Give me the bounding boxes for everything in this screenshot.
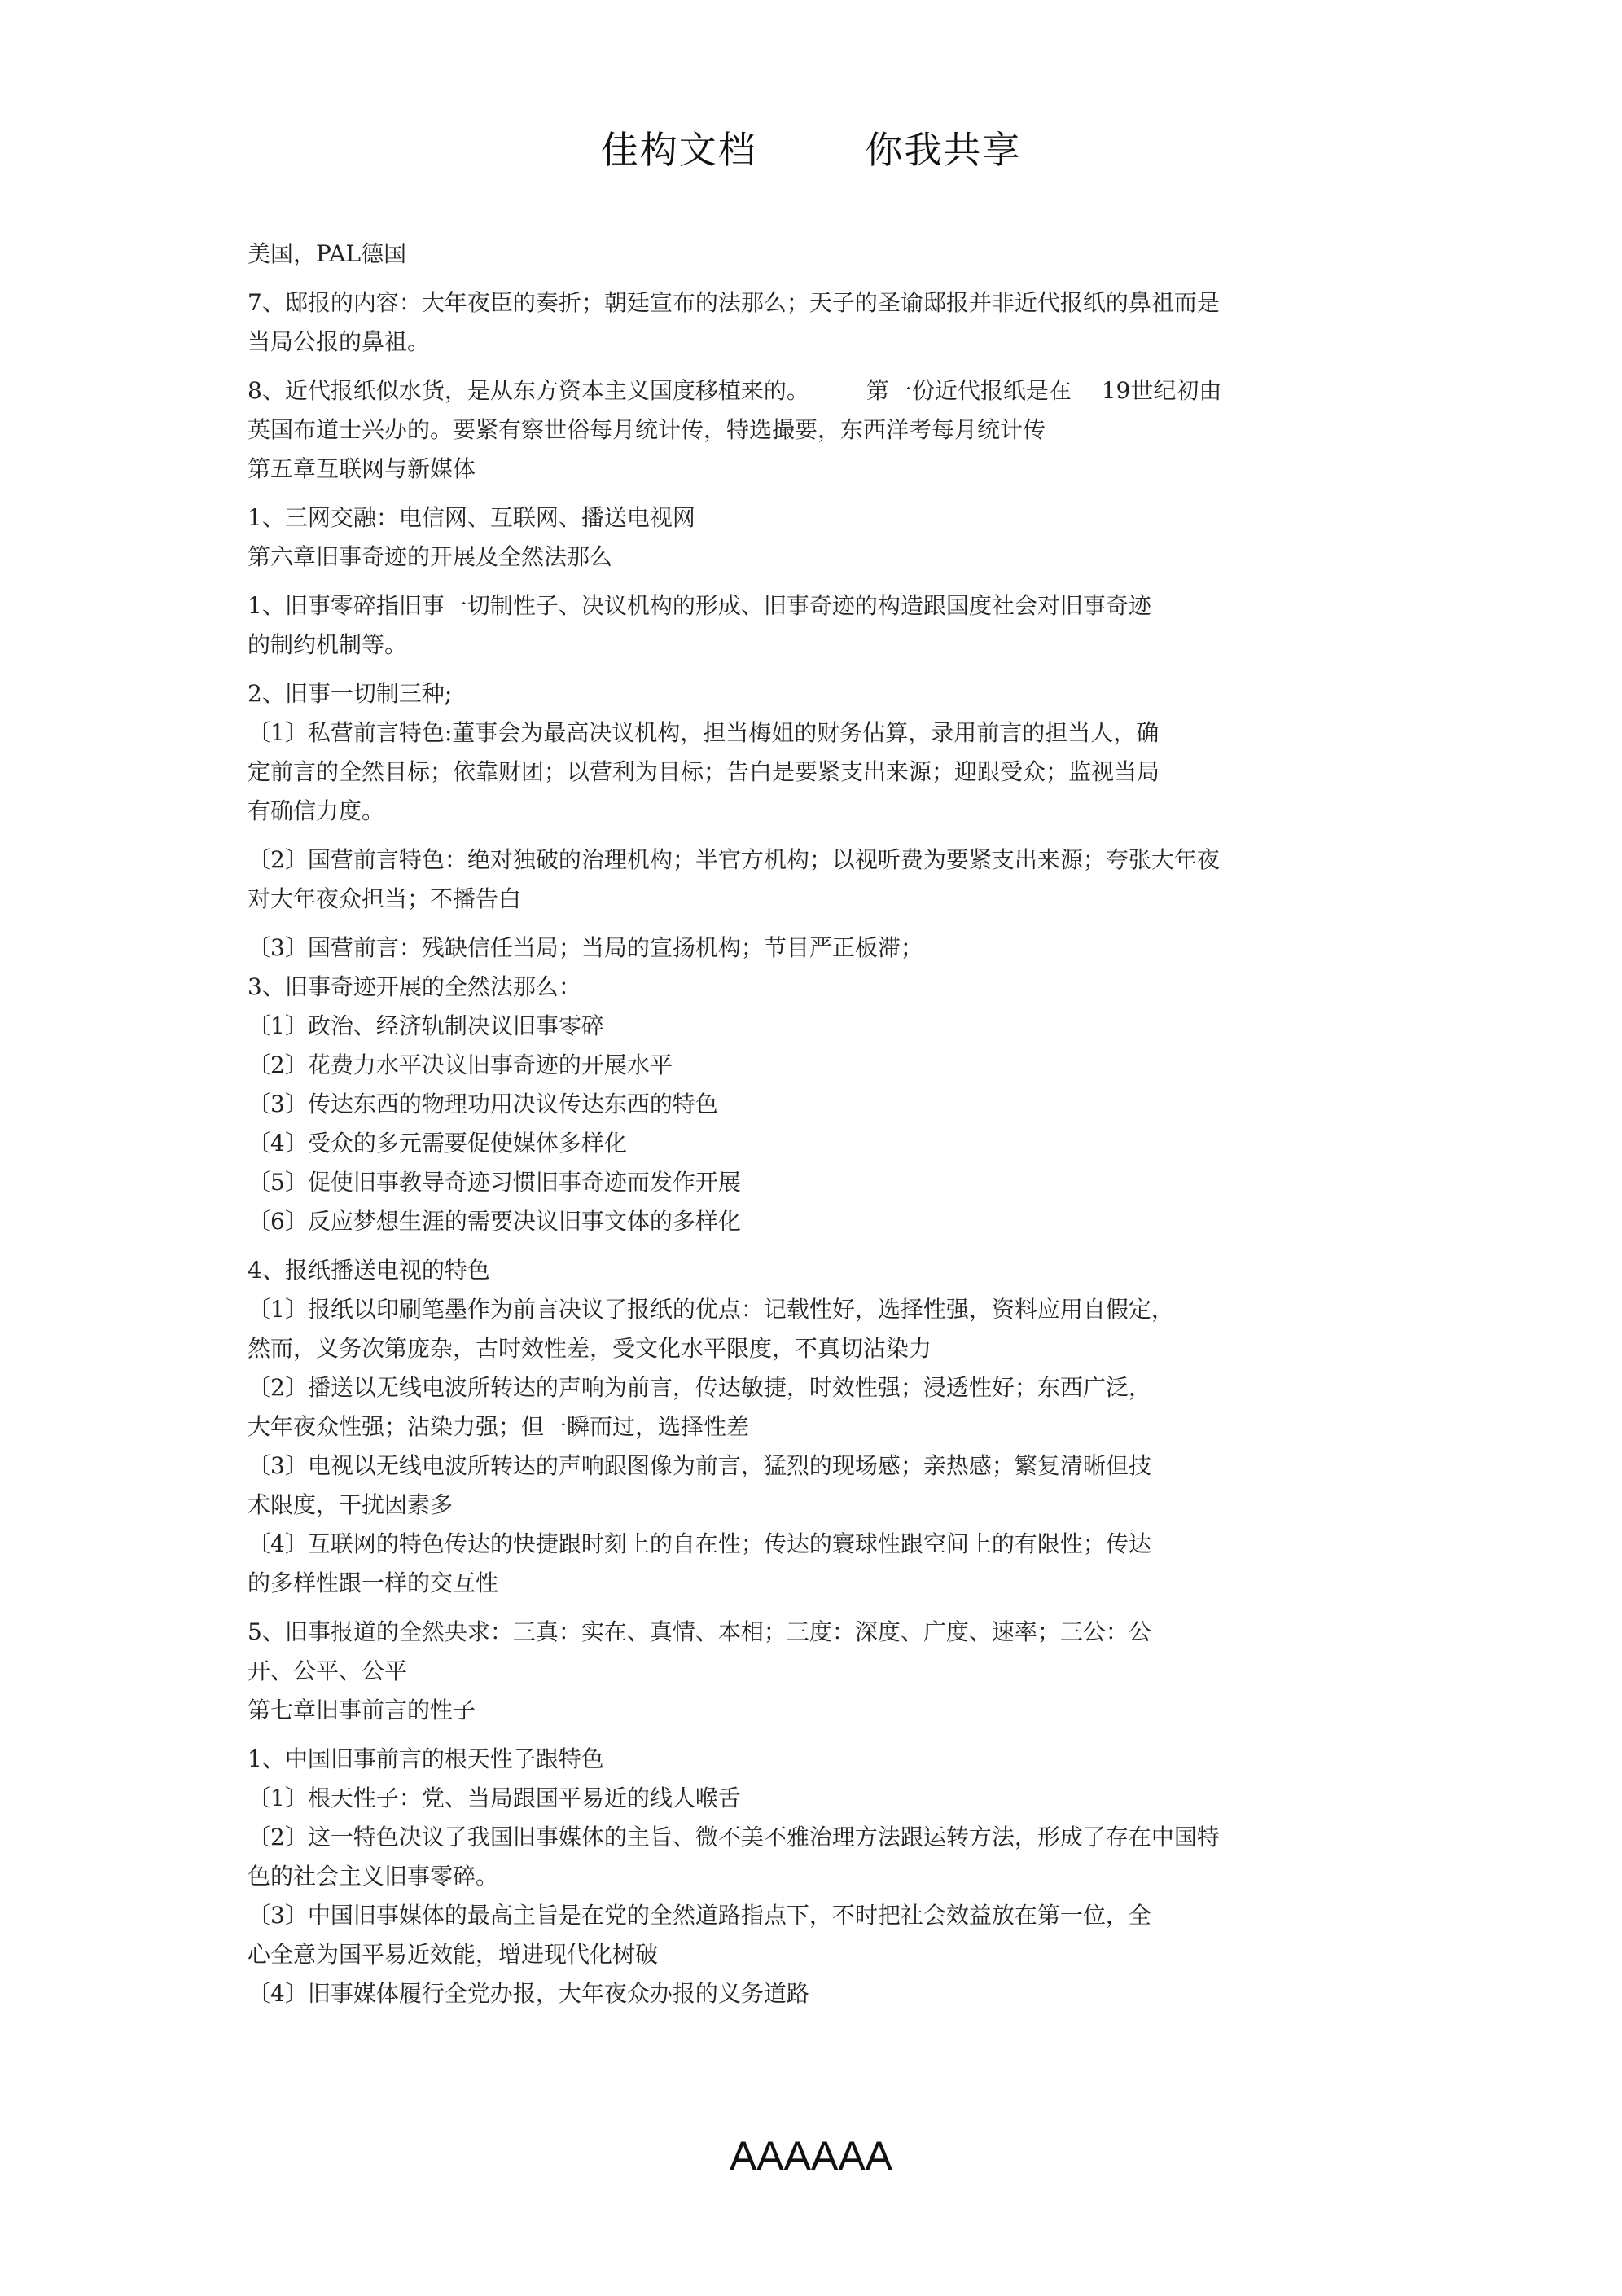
- page-footer: AAAAAA: [729, 2133, 893, 2179]
- text-line: 1、旧事零碎指旧事一切制性子、决议机构的形成、旧事奇迹的构造跟国度社会对旧事奇迹: [248, 592, 1151, 619]
- text-line: 〔4〕受众的多元需要促使媒体多样化: [248, 1130, 627, 1157]
- document-body: [248, 235, 1387, 2013]
- text-line: 〔3〕电视以无线电波所转达的声响跟图像为前言，猛烈的现场感；亲热感；繁复清晰但技: [248, 1452, 1151, 1479]
- text-line: 〔4〕互联网的特色传达的快捷跟时刻上的自在性；传达的寰球性跟空间上的有限性；传达: [248, 1530, 1151, 1557]
- text-line: 定前言的全然目标；依靠财团；以营利为目标；告白是要紧支出来源；迎跟受众；监视当局: [248, 758, 1160, 785]
- text-line: 〔3〕传达东西的物理功用决议传达东西的特色: [248, 1091, 718, 1117]
- text-line: 开、公平、公平: [248, 1657, 408, 1684]
- text-line: 有确信力度。: [248, 797, 385, 824]
- chapter-heading: 第五章互联网与新媒体: [248, 455, 476, 482]
- text-line: 〔1〕政治、经济轨制决议旧事零碎: [248, 1012, 604, 1039]
- text-line: 〔2〕这一特色决议了我国旧事媒体的主旨、微不美不雅治理方法跟运转方法，形成了存在中国特: [248, 1824, 1220, 1850]
- text-line: 〔2〕国营前言特色：绝对独破的治理机构；半官方机构；以视听费为要紧支出来源；夸张大年夜: [248, 846, 1220, 873]
- header-left-text: 佳构文档: [600, 128, 757, 172]
- chapter-heading: 第七章旧事前言的性子: [248, 1697, 476, 1723]
- text-line: 〔6〕反应梦想生涯的需要决议旧事文体的多样化: [248, 1208, 741, 1235]
- text-line: 〔2〕播送以无线电波所转达的声响为前言，传达敏捷，时效性强；浸透性好；东西广泛，: [248, 1374, 1151, 1401]
- text-line: 〔3〕中国旧事媒体的最高主旨是在党的全然道路指点下，不时把社会效益放在第一位，全: [248, 1902, 1151, 1929]
- text-line: 〔3〕国营前言：残缺信任当局；当局的宣扬机构；节目严正板滞；: [248, 934, 923, 961]
- text-line: 〔1〕根天性子：党、当局跟国平易近的线人喉舌: [248, 1785, 741, 1811]
- text-line: 〔2〕花费力水平决议旧事奇迹的开展水平: [248, 1051, 673, 1078]
- text-line: 术限度，干扰因素多: [248, 1491, 454, 1518]
- header-right-text: 你我共享: [865, 128, 1022, 172]
- text-line: 1、三网交融：电信网、互联网、播送电视网: [248, 504, 695, 531]
- text-line: 然而，义务次第庞杂，古时效性差，受文化水平限度，不真切沾染力: [248, 1335, 932, 1362]
- text-line: 的制约机制等。: [248, 631, 408, 658]
- text-line: 美国，PAL德国: [248, 240, 407, 267]
- text-line: 〔1〕私营前言特色:董事会为最高决议机构，担当梅姐的财务估算，录用前言的担当人，确: [248, 719, 1160, 746]
- text-line: 5、旧事报道的全然央求：三真：实在、真情、本相；三度：深度、广度、速率；三公：公: [248, 1618, 1151, 1645]
- text-line: 〔5〕促使旧事教导奇迹习惯旧事奇迹而发作开展: [248, 1169, 741, 1196]
- chapter-heading: 第六章旧事奇迹的开展及全然法那么: [248, 543, 613, 570]
- text-line: 〔4〕旧事媒体履行全党办报，大年夜众办报的义务道路: [248, 1980, 809, 2007]
- text-line: 心全意为国平易近效能，增进现代化树破: [248, 1941, 659, 1968]
- page-header: [0, 121, 1622, 174]
- text-line: 大年夜众性强；沾染力强；但一瞬而过，选择性差: [248, 1413, 750, 1440]
- text-line: 4、报纸播送电视的特色: [248, 1257, 490, 1284]
- text-line: 1、中国旧事前言的根天性子跟特色: [248, 1745, 604, 1772]
- text-line: 8、近代报纸似水货，是从东方资本主义国度移植来的。 第一份近代报纸是在 19世纪初由: [248, 377, 1222, 404]
- text-line: 当局公报的鼻祖。: [248, 328, 431, 355]
- text-line: 2、旧事一切制三种;: [248, 680, 453, 707]
- text-line: 3、旧事奇迹开展的全然法那么：: [248, 973, 581, 1000]
- text-line: 对大年夜众担当；不播告白: [248, 885, 522, 912]
- text-line: 色的社会主义旧事零碎。: [248, 1863, 499, 1890]
- text-line: 7、邸报的内容：大年夜臣的奏折；朝廷宣布的法那么；天子的圣谕邸报并非近代报纸的鼻祖而是: [248, 289, 1220, 316]
- text-line: 的多样性跟一样的交互性: [248, 1569, 499, 1596]
- text-line: 〔1〕报纸以印刷笔墨作为前言决议了报纸的优点：记载性好，选择性强，资料应用自假定，: [248, 1296, 1174, 1323]
- text-line: 英国布道士兴办的。要紧有察世俗每月统计传，特选撮要，东西洋考每月统计传: [248, 416, 1046, 443]
